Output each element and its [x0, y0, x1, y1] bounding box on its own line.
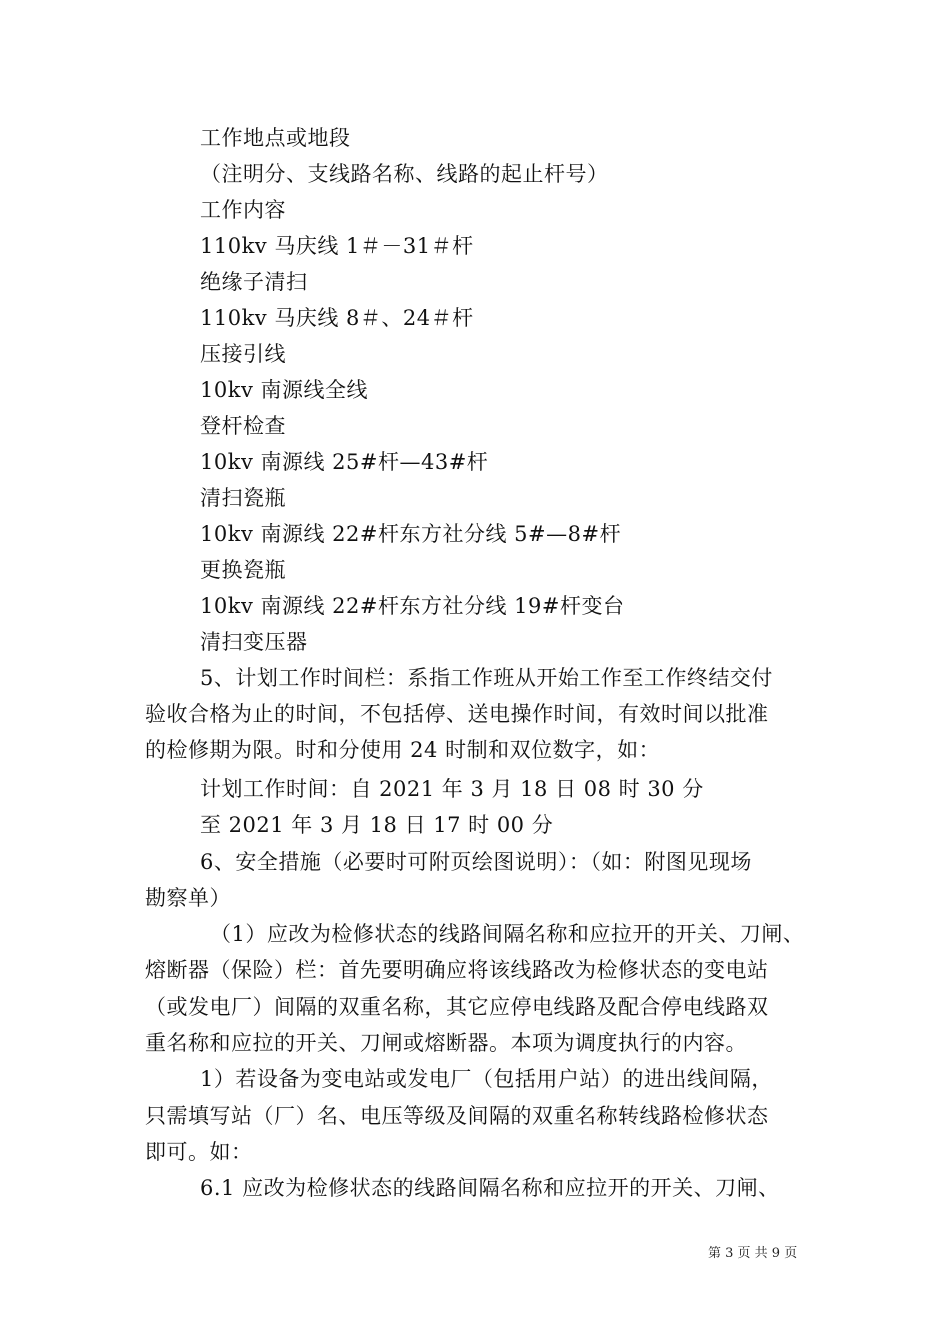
text-line: 更换瓷瓶 — [200, 558, 286, 582]
paragraph-6-line-2: 勘察单） — [145, 886, 231, 910]
text-line: 110kv 马庆线 1＃－31＃杆 — [200, 234, 474, 258]
text-line: 10kv 南源线 22#杆东方社分线 5#—8#杆 — [200, 522, 622, 546]
text-line: 10kv 南源线 25#杆—43#杆 — [200, 450, 489, 474]
text-line: 清扫变压器 — [200, 630, 308, 654]
text-line: 清扫瓷瓶 — [200, 486, 286, 510]
paragraph-5-line-3: 的检修期为限。时和分使用 24 时制和双位数字，如： — [145, 738, 661, 762]
page-number: 第 3 页 共 9 页 — [708, 1246, 798, 1261]
text-line: 110kv 马庆线 8＃、24＃杆 — [200, 306, 474, 330]
paragraph-5-line-1: 5、计划工作时间栏：系指工作班从开始工作至工作终结交付 — [200, 666, 773, 690]
text-line: 登杆检查 — [200, 414, 286, 438]
paragraph-5-line-2: 验收合格为止的时间，不包括停、送电操作时间，有效时间以批准 — [145, 702, 769, 726]
text-line: 绝缘子清扫 — [200, 270, 308, 294]
section-1-line-1: （1）应改为检修状态的线路间隔名称和应拉开的开关、刀闸、 — [210, 922, 805, 946]
text-line: （注明分、支线路名称、线路的起止杆号） — [200, 162, 609, 186]
item-1-line-2: 只需填写站（厂）名、电压等级及间隔的双重名称转线路检修状态 — [145, 1104, 769, 1128]
section-1-line-4: 重名称和应拉的开关、刀闸或熔断器。本项为调度执行的内容。 — [145, 1031, 747, 1055]
item-6-1-line-1: 6.1 应改为检修状态的线路间隔名称和应拉开的开关、刀闸、 — [200, 1176, 780, 1200]
text-line: 至 2021 年 3 月 18 日 17 时 00 分 — [200, 813, 554, 837]
section-1-line-3: （或发电厂）间隔的双重名称，其它应停电线路及配合停电线路双 — [145, 995, 769, 1019]
text-line: 计划工作时间：自 2021 年 3 月 18 日 08 时 30 分 — [200, 777, 704, 801]
text-line: 工作地点或地段 — [200, 126, 351, 150]
paragraph-6-line-1: 6、安全措施（必要时可附页绘图说明）：（如：附图见现场 — [200, 850, 752, 874]
text-line: 压接引线 — [200, 342, 286, 366]
text-line: 10kv 南源线 22#杆东方社分线 19#杆变台 — [200, 594, 625, 618]
text-line: 10kv 南源线全线 — [200, 378, 368, 402]
section-1-line-2: 熔断器（保险）栏：首先要明确应将该线路改为检修状态的变电站 — [145, 958, 769, 982]
item-1-line-1: 1）若设备为变电站或发电厂（包括用户站）的进出线间隔， — [200, 1067, 773, 1091]
item-1-line-3: 即可。如： — [145, 1140, 253, 1164]
text-line: 工作内容 — [200, 198, 286, 222]
